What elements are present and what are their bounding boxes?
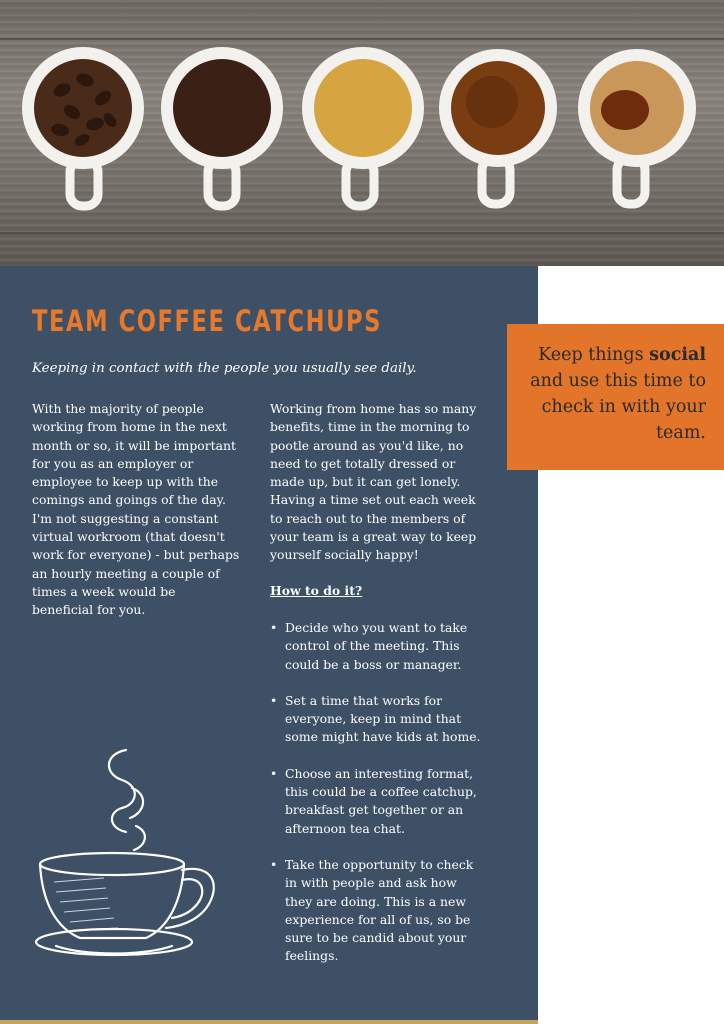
callout-text-before: Keep things (538, 345, 650, 365)
callout-box (507, 324, 724, 470)
step-text: Decide who you want to take control of the meeting. This could be a boss or manager. (285, 620, 468, 672)
howto-heading: How to do it? (270, 583, 363, 598)
cup-brown-sugar (302, 47, 424, 206)
right-paragraph: Working from home has so many benefits, time in the morning to pootle around as you'd like, no need to get totally dressed or made up, but it can get lonely. Having a time set out each week to reach out to the members of your team is a great way to keep yourself socially happy! (270, 401, 477, 563)
steps-list (270, 619, 485, 984)
step-text: Choose an interesting format, this could be a coffee catchup, breakfast get together or an afternoon tea chat. (285, 765, 477, 836)
cup-ground-coffee (161, 47, 283, 206)
bullet-icon: • (270, 765, 278, 781)
page-subtitle: Keeping in contact with the people you usually see daily. (32, 361, 417, 376)
page-title: TEAM COFFEE CATCHUPS (32, 304, 383, 338)
step-text: Take the opportunity to check in with people and ask how they are doing. This is a new experience for all of us, so be sure to be candid about your feelings. (285, 856, 474, 964)
list-item (270, 692, 485, 747)
bullet-icon: • (270, 692, 278, 708)
list-item (270, 765, 485, 838)
bullet-icon: • (270, 620, 278, 635)
callout-text-after: and use this time to check in with your team. (530, 371, 706, 443)
cup-espresso (439, 49, 557, 204)
left-paragraph: With the majority of people working from home in the next month or so, it will be important for you as an employer or employee to keep up with the comings and goings of the day. I'm not suggesting a constant virtual workroom (that doesn't work for everyone) - but perhaps an hourly meeting a couple of times a week would be beneficial for you. (32, 401, 240, 618)
cups-row (0, 0, 724, 266)
step-text: Set a time that works for everyone, keep in mind that some might have kids at home. (285, 692, 481, 745)
cup-coffee-beans (22, 47, 144, 206)
bottom-accent-strip (0, 1020, 538, 1024)
bullet-icon: • (270, 856, 278, 872)
list-item (270, 856, 485, 966)
list-item (270, 619, 485, 674)
coffee-cup-sketch-icon (34, 742, 224, 957)
cup-espresso-crema (578, 49, 696, 204)
coffee-cups-banner (0, 0, 724, 266)
callout-emphasis: social (649, 345, 706, 365)
